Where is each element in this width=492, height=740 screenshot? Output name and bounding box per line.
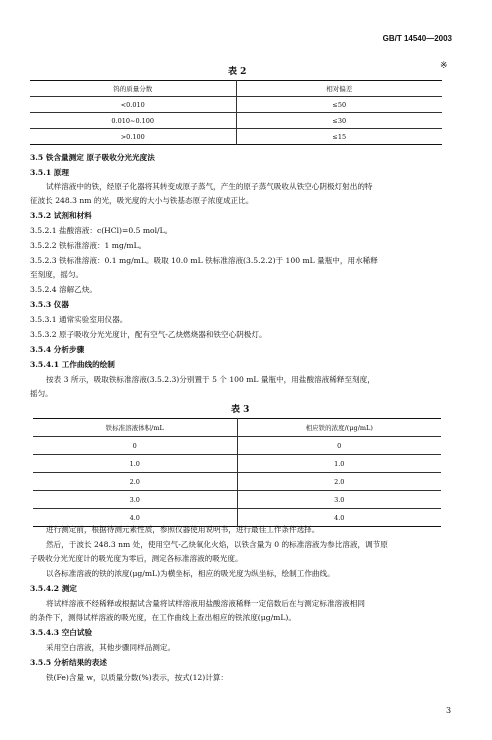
table-cell: >0.100 bbox=[30, 129, 236, 145]
table-cell: ≤50 bbox=[236, 97, 442, 113]
table-cell: 0 bbox=[33, 437, 237, 455]
page-number: 3 bbox=[446, 706, 452, 715]
table-row bbox=[33, 455, 441, 473]
table-cell: 0.010~0.100 bbox=[30, 113, 236, 129]
subsection-heading: 3.5.4.1 工作曲线的绘制 bbox=[30, 360, 115, 369]
section-heading: 3.5 铁含量测定 原子吸收分光光度法 bbox=[30, 153, 155, 162]
table2-caption: 表 2 bbox=[228, 67, 247, 77]
subsection-heading: 3.5.5 分析结果的表述 bbox=[30, 658, 107, 667]
subsection-heading: 3.5.1 原理 bbox=[30, 168, 69, 177]
table2 bbox=[30, 80, 442, 145]
table3-caption: 表 3 bbox=[231, 405, 250, 415]
table-cell: 3.0 bbox=[33, 491, 237, 509]
table-cell: 1.0 bbox=[237, 455, 441, 473]
clause-line: 3.5.2.2 铁标准溶液：1 mg/mL。 bbox=[30, 241, 147, 250]
table-cell: 4.0 bbox=[33, 509, 237, 527]
table-cell: 0 bbox=[237, 437, 441, 455]
clause-line: 3.5.3.1 通常实验室用仪器。 bbox=[30, 315, 128, 324]
paragraph-line: 的条件下，测得试样溶液的吸光度，在工作曲线上查出相应的铁浓度(μg/mL)。 bbox=[30, 613, 296, 622]
paragraph-line: 将试样溶液不经稀释或根据试含量将试样溶液用盐酸溶液稀释一定倍数后在与测定标准溶液相同 bbox=[46, 599, 365, 608]
table-row bbox=[33, 473, 441, 491]
paragraph-line: 至刻度，摇匀。 bbox=[30, 270, 84, 279]
paragraph-line: 铁(Fe)含量 w，以质量分数(%)表示，按式(12)计算： bbox=[46, 673, 229, 682]
table-row bbox=[33, 437, 441, 455]
clause-line: 3.5.2.3 铁标准溶液：0.1 mg/mL。吸取 10.0 mL 铁标准溶液(3.5.2.2)于 100 mL 量瓶中，用水稀释 bbox=[30, 256, 378, 265]
column-header: 相应铁的浓度/(μg/mL) bbox=[237, 419, 441, 437]
table-row bbox=[30, 113, 442, 129]
paragraph-line: 按表 3 所示，吸取铁标准溶液(3.5.2.3)分别置于 5 个 100 mL 量瓶中，用盐酸溶液稀释至刻度， bbox=[46, 375, 375, 384]
column-header: 铁标准溶液体积/mL bbox=[33, 419, 237, 437]
table-header-row bbox=[30, 81, 442, 97]
table-row bbox=[33, 491, 441, 509]
table-row bbox=[30, 129, 442, 145]
table-cell: 4.0 bbox=[334, 513, 345, 522]
table-cell: 3.0 bbox=[237, 491, 441, 509]
clause-line: 3.5.2.4 溶解乙炔。 bbox=[30, 285, 97, 294]
clause-line: 3.5.3.2 原子吸收分光光度计，配有空气-乙炔燃烧器和铁空心阴极灯。 bbox=[30, 330, 267, 339]
subsection-heading: 3.5.3 仪器 bbox=[30, 300, 69, 309]
table-cell: 2.0 bbox=[33, 473, 237, 491]
paragraph-line: 征波长 248.3 nm 的光，吸光度的大小与铁基态原子浓度成正比。 bbox=[30, 196, 254, 205]
subsection-heading: 3.5.4 分析步骤 bbox=[30, 345, 85, 354]
paragraph-line: 采用空白溶液，其他步骤同样品测定。 bbox=[46, 643, 176, 652]
table-header-row bbox=[33, 419, 441, 437]
table-cell: <0.010 bbox=[30, 97, 236, 113]
paragraph-line: 然后，于波长 248.3 nm 处，使用空气-乙炔氧化火焰，以铁含量为 0 的标准溶液为参比溶液，调节原 bbox=[46, 540, 388, 549]
standard-number: GB/T 14540—2003 bbox=[382, 34, 452, 43]
subsection-heading: 3.5.4.3 空白试验 bbox=[30, 628, 93, 637]
subsection-heading: 3.5.2 试剂和材料 bbox=[30, 211, 92, 220]
column-header: 相对偏差 bbox=[236, 81, 442, 97]
paragraph-line: 以各标准溶液的铁的浓度(μg/mL)为横坐标，相应的吸光度为纵坐标，绘制工作曲线。 bbox=[46, 569, 335, 578]
paragraph-line: 进行测定前，根据待测元素性质，参照仪器使用说明书，进行最佳工作条件选择。 bbox=[46, 525, 320, 534]
table-cell: 2.0 bbox=[237, 473, 441, 491]
table-cell: ≤30 bbox=[236, 113, 442, 129]
table-cell: 1.0 bbox=[33, 455, 237, 473]
table3 bbox=[33, 418, 441, 527]
margin-mark: ※ bbox=[440, 61, 448, 71]
paragraph-line: 子吸收分光光度计的吸光度为零后，测定各标准溶液的吸光度。 bbox=[30, 554, 243, 563]
paragraph-line: 摇匀。 bbox=[30, 389, 53, 398]
clause-line: 3.5.2.1 盐酸溶液：c(HCl)=0.5 mol/L。 bbox=[30, 226, 173, 235]
subsection-heading: 3.5.4.2 测定 bbox=[30, 584, 77, 593]
column-header: 钨的质量分数 bbox=[30, 81, 236, 97]
table-row bbox=[30, 97, 442, 113]
table-cell: ≤15 bbox=[332, 132, 347, 141]
paragraph-line: 试样溶液中的铁，经原子化器将其转变成原子蒸气，产生的原子蒸气吸收从铁空心阴极灯射出的特 bbox=[46, 182, 373, 191]
